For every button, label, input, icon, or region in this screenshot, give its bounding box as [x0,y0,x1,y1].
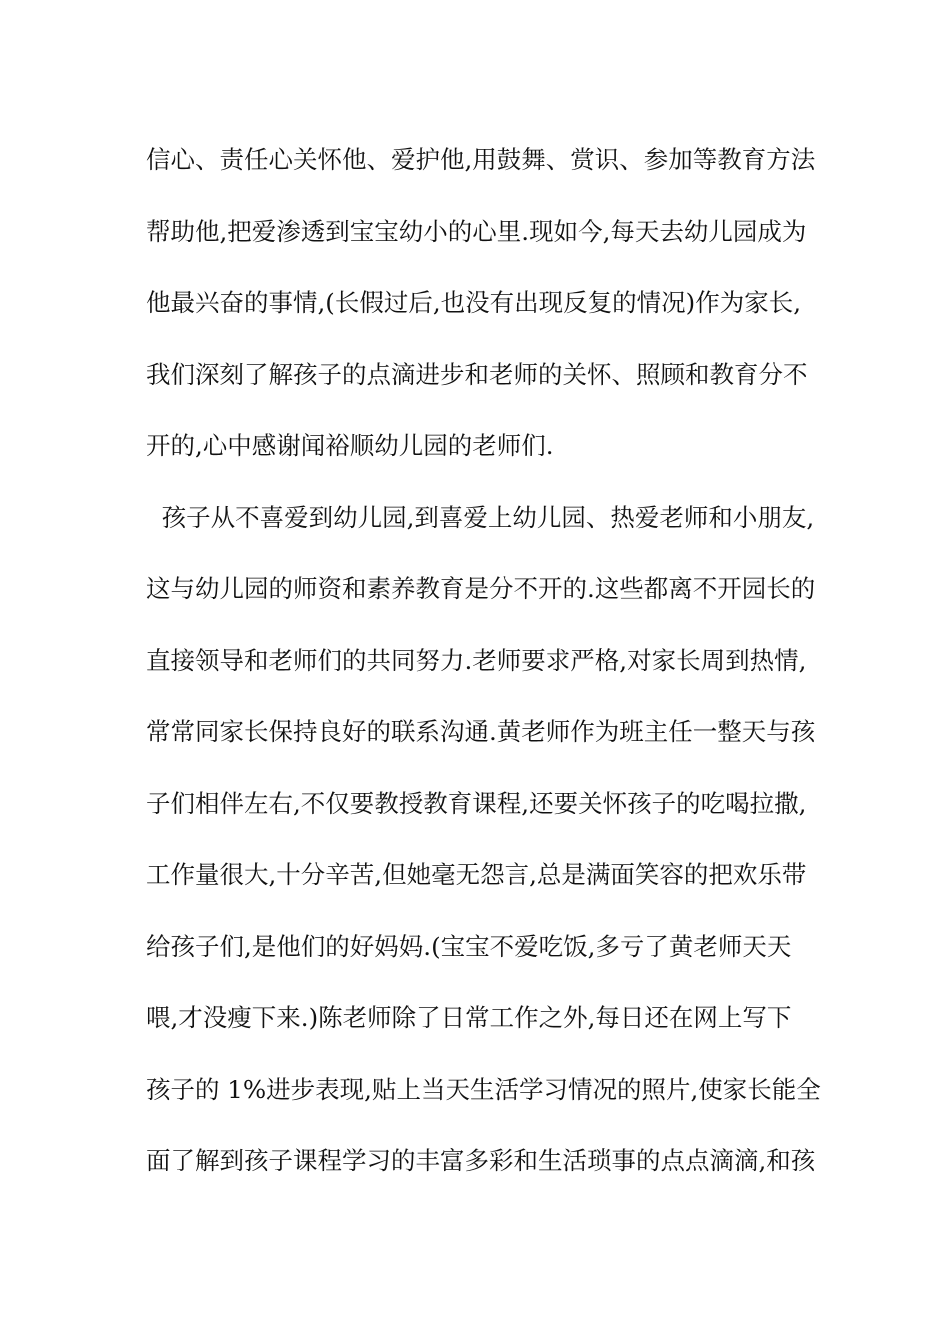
text-line: 信心、责任心关怀他、爱护他,用鼓舞、赏识、参加等教育方法 [146,145,816,174]
text-line: 孩子从不喜爱到幼儿园,到喜爱上幼儿园、热爱老师和小朋友, [146,502,815,532]
text-line: 孩子的 1%进步表现,贴上当天生活学习情况的照片,使家长能全 [146,1074,821,1104]
text-line: 面了解到孩子课程学习的丰富多彩和生活琐事的点点滴滴,和孩 [146,1146,816,1175]
text-line: 子们相伴左右,不仅要教授教育课程,还要关怀孩子的吃喝拉撒, [146,788,807,818]
text-line: 帮助他,把爱渗透到宝宝幼小的心里.现如今,每天去幼儿园成为 [146,216,807,246]
text-line: 这与幼儿园的师资和素养教育是分不开的.这些都离不开园长的 [146,574,816,603]
text-line: 常常同家长保持良好的联系沟通.黄老师作为班主任一整天与孩 [146,717,816,746]
text-line: 开的,心中感谢闻裕顺幼儿园的老师们. [146,431,554,460]
text-line: 工作量很大,十分辛苦,但她毫无怨言,总是满面笑容的把欢乐带 [146,860,807,889]
text-line: 给孩子们,是他们的好妈妈.(宝宝不爱吃饭,多亏了黄老师天天 [146,931,792,961]
text-line: 直接领导和老师们的共同努力.老师要求严格,对家长周到热情, [146,645,807,675]
text-line: 他最兴奋的事情,(长假过后,也没有出现反复的情况)作为家长, [146,288,801,317]
text-line: 喂,才没瘦下来.)陈老师除了日常工作之外,每日还在网上写下 [146,1003,792,1032]
text-line: 我们深刻了解孩子的点滴进步和老师的关怀、照顾和教育分不 [146,359,808,389]
body-text [146,124,821,1197]
